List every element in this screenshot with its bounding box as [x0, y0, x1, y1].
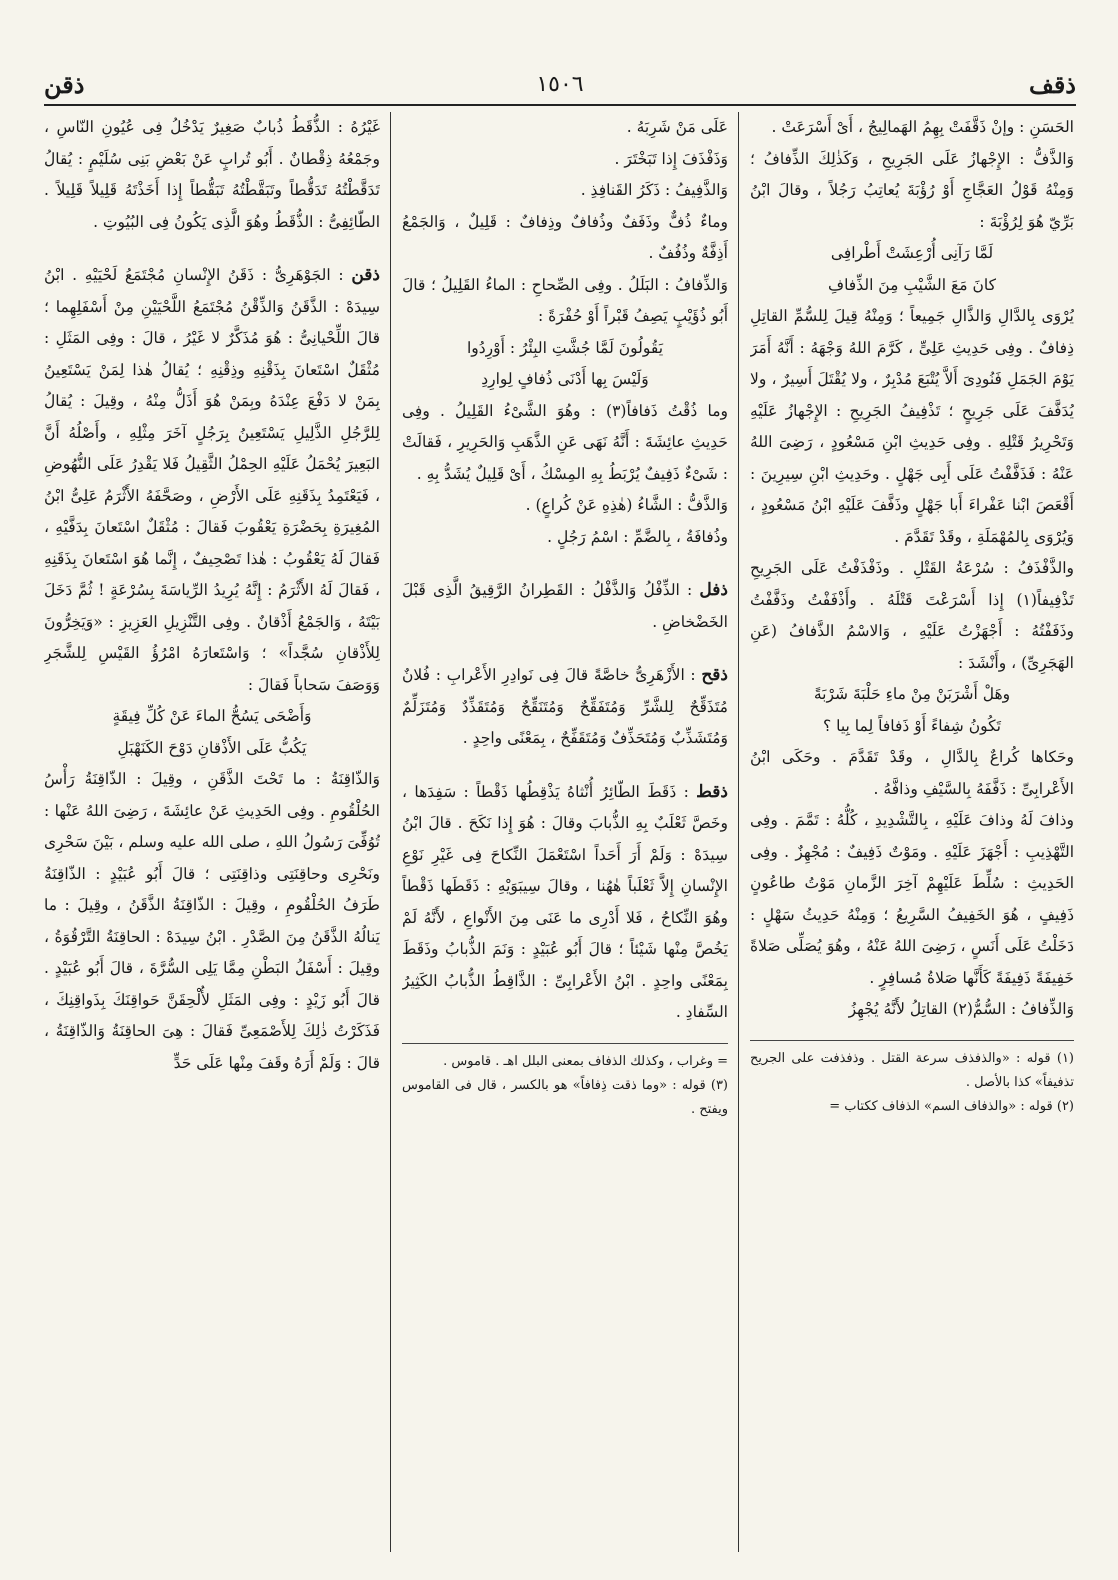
page-header [44, 62, 1076, 102]
paragraph: وماءٌ ذُفٌّ وذَفَفٌ وذُفافٌ وذِفافٌ : قَلِيلٌ ، وَالجَمْعُ أَذِفَّةٌ وذُفُفٌ . [402, 212, 728, 262]
paragraph: وَذَفْذَفَ إِذا تَبَخْتَرَ . [614, 149, 728, 168]
column-divider [738, 112, 739, 1552]
header-left-guide-word: ذقن [44, 70, 85, 99]
paragraph: والذَّفْذَفُ : سُرْعَةُ القَتْلِ . وذَفْذَفْتُ عَلَى الجَرِيحِ تَذْفِيفاً(١) إِذا أَسْرَعْتَ قَتْلَهُ . وأَذْفَفْتُ وذَفَّفْتُ وذَفَفْتُهُ : أَجْهَزْتُ عَلَيْهِ ، وَالاسْمُ الذَّفافُ (عَنِ الهَجَرِىِّ) ، وأَنْشَدَ : [750, 559, 1074, 672]
footnote-rule [750, 1040, 1074, 1041]
footnote: (٣) قوله : «وما ذقت ذِفافاً» هو بالكسر ، قال فى القاموس ويفتح . [402, 1077, 728, 1117]
entry-text: : الذِّفْلُ وَالذَّفْلُ : القَطِرانُ الرَّقِيقُ الَّذِى قَبْلَ الخَضْخاضِ . [402, 581, 728, 631]
verse-line: تَكُونُ شِفاءً أَوْ ذَفافاً لِما بِيا ؟ [823, 716, 1001, 735]
column-center [402, 112, 728, 1552]
column-right [750, 112, 1074, 1552]
paragraph: وحَكاها كُراعٌ بِالدَّالِ ، وقَدْ تَقَدَّمَ . وحَكَى ابْنُ الأَعْرابِىِّ : ذَفَّفَهُ بِالسَّيْفِ وذافَّهُ . [750, 748, 1074, 798]
paragraph: عَلَى مَنْ شَرِبَهُ . [626, 118, 728, 136]
paragraph: وَالذَّفِيفُ : ذَكَرُ القَنافِذِ . [580, 181, 728, 199]
entry-dhaqah [402, 660, 728, 755]
verse-line: كانَ مَعَ الشَّيْبِ مِنَ الذِّفافِ [828, 275, 996, 294]
verse-line: وَلَيْسَ بِها أَدْنَى ذُفافٍ لِوارِدِ [481, 370, 649, 388]
headword: ذفل [699, 580, 728, 600]
paragraph: وَالذِّفافُ : البَلَلُ . وفِى الصِّحاحِ : الماءُ القَلِيلُ ؛ قالَ أَبُو ذُؤَيْبٍ يَصِفُ قَبْراً أَوْ حُفْرَةً : [402, 275, 728, 325]
column-divider [390, 112, 391, 1552]
verse-line: يَقُولُونَ لَمَّا جُشَّتِ البِئْرُ : أَوْرِدُوا [466, 338, 664, 357]
column-left [44, 112, 380, 1552]
footnote: (٢) قوله : «والذفاف السم» الذفاف ككتاب = [829, 1098, 1074, 1114]
header-right-guide-word: ذقف [1028, 70, 1076, 99]
paragraph: وذُفافَةُ ، بِالضَّمِّ : اسْمُ رَجُلٍ . [547, 527, 728, 546]
entry-dhaqan [44, 260, 380, 701]
paragraph: وَالذَّفُّ : الشَّاءُ (هٰذِهِ عَنْ كُراعٍ) . [525, 496, 728, 514]
header-rule [44, 104, 1076, 106]
footnote: (١) قوله : «والذفذف سرعة القتل . وذفذفت على الجريح تذفيفاً» كذا بالأصل . [750, 1050, 1074, 1090]
paragraph: الحَسَنِ : وإنْ ذَقَّفَتْ بِهِمُ الهَمالِيجُ ، أَىْ أَسْرَعَتْ . [771, 118, 1074, 136]
verse-line: لَمَّا رَآنِى أُرْعِشَتْ أَطْرافِى [830, 244, 994, 262]
entry-text: : ذَقَطَ الطّائِرُ أُنْثاهُ يَذْقِطُها ذَقْطاً : سَفِدَها ، وخَصَّ ثَعْلَبٌ بِهِ الذُّبابَ وقالَ : هُوَ إِذا نَكَحَ . قالَ ابْنُ سِيدَهْ : وَلَمْ أَرَ أَحَداً اسْتَعْمَلَ النِّكاحَ فِى غَيْرِ نَوْعِ الإِنْسانِ إِلاَّ ثَعْلَباً هٰهُنا ، وقالَ سِيبَوَيْهِ : ذَقَطَها ذَقْطاً وهُوَ النِّكاحُ ، فَلا أَدْرِى ما عَنَى مِنَ الأَنْواعِ ، لأَنَّهُ لَمْ يَخُصَّ مِنْها شَيْئاً ؛ قالَ أَبُو عُبَيْدٍ : وَنَمَ الذُّبابُ وذَقَطَ بِمَعْنًى واحِدٍ . ابْنُ الأَعْرابِىِّ : الذَّاقِطُ الذُّبابُ الكَثِيرُ السِّفادِ . [402, 782, 728, 1021]
headword: ذقط [696, 781, 728, 802]
verse-line: وهَلْ أَشْرَبَنْ مِنْ ماءِ حَلْبَةَ شَرْبَةً [813, 685, 1011, 703]
paragraph: وَالذِّفافُ : السُّمُّ(٢) القاتِلُ لأَنَّهُ يُجْهِزُ [848, 1000, 1074, 1018]
paragraph: وَالذَّفُّ : الإِجْهازُ عَلَى الجَرِيحِ ، وَكَذٰلِكَ الذِّفافُ ؛ وَمِنْهُ قَوْلُ العَجَّاجِ أَوْ رُؤْبَةَ يُعاتِبُ رَجُلاً ، وقالَ ابْنُ بَرِّيّ هُوَ لِرُؤْبَةَ : [750, 149, 1074, 231]
footnote: = وغراب ، وكذلك الذفاف بمعنى البلل اهـ . قاموس . [443, 1053, 728, 1069]
paragraph: وذافَ لَهُ وذافَ عَلَيْهِ ، بِالتَّشْدِيدِ ، كُلُّهُ : تَمَّمَ . وفِى التَّهْذِيبِ : أَجْهَزَ عَلَيْهِ . ومَوْتٌ ذَفِيفٌ : مُجْهِزٌ . وفِى الحَدِيثِ : سُلِّطَ عَلَيْهِمْ آخِرَ الزَّمانِ مَوْتُ طاعُونٍ ذَفِيفٍ ، هُوَ الخَفِيفُ السَّرِيعُ ؛ وَمِنْهُ حَدِيثُ سَهْلٍ : دَخَلْتُ عَلَى أَنَسٍ ، رَضِىَ اللهُ عَنْهُ ، وهُوَ يُصَلِّى صَلاةً خَفِيفَةً ذَفِيفَةً كَأَنَّها صَلاةُ مُسافِرٍ . [750, 811, 1074, 987]
entry-text: : الأَزْهَرِىُّ خاصَّةً قالَ فِى نَوادِرِ الأَعْرابِ : فُلانٌ مُتَذَقِّحٌ لِلشَّرِّ وَمُتَفَقِّحٌ وَمُتَنَقِّحٌ وَمُتَقَذِّدٌ وَمُتَزَلِّمٌ وَمُتَشَذِّبٌ وَمُتَحَذِّفٌ وَمُتَقَفِّحٌ ، بِمَعْنًى واحِدٍ . [402, 666, 728, 747]
paragraph: غَيْرُهُ : الذُّقَطُ ذُبابٌ صَغِيرٌ يَدْخُلُ فِى عُيُونِ النّاسِ ، وجَمْعُهُ ذِقْطانٌ . أَبُو تُرابٍ عَنْ بَعْضِ بَنِى سُلَيْمٍ : يُقالُ تَدَقَّطْتُهُ تَدَقُّطاً وتَبَقَّطْتُهُ تَبَقُّطاً إِذا أَخَذْتَهُ قَلِيلاً قَلِيلاً . الطّائِفِىُّ : الذُّقَطُ وهُوَ الَّذِى يَكُونُ فِى البُيُوتِ . [44, 118, 380, 231]
headword: ذقح [701, 665, 728, 685]
entry-text: : الجَوْهَرِىُّ : ذَقَنُ الإِنْسانِ مُجْتَمَعُ لَحْيَيْهِ . ابْنُ سِيدَهْ : الذَّقَنُ وَالذِّقْنُ مُجْتَمَعُ اللَّحْيَيْنِ مِنْ أَسْفَلِهِما ؛ قالَ اللِّحْيانِىُّ : هُوَ مُذَكَّرٌ لا غَيْرُ ، قالَ : وفِى المَثَلِ : مُثْقَلٌ اسْتَعانَ بِذَقْنِهِ وذِقْنِهِ ؛ يُقالُ هٰذا لِمَنْ يَسْتَعِينُ بِمَنْ لا دَفْعَ عِنْدَهُ وبِمَنْ هُوَ أَذَلُّ مِنْهُ ، وقِيلَ : يُقالُ لِلرَّجُلِ الذَّلِيلِ يَسْتَعِينُ بِرَجُلٍ آخَرَ مِثْلِهِ ، وأَصْلُهُ أَنَّ البَعِيرَ يُحْمَلُ عَلَيْهِ الحِمْلُ الثَّقِيلُ فَلا يَقْدِرُ عَلَى النُّهُوضِ ، فَيَعْتَمِدُ بِذَقَنِهِ عَلَى الأَرْضِ ، وصَحَّفَهُ الأَثْرَمُ عَلِىُّ ابْنُ المُغِيرَةِ بِحَضْرَةِ يَعْقُوبَ فَقالَ : مُثْقَلٌ اسْتَعانَ بِدَفَّيْهِ ، فَقالَ لَهُ يَعْقُوبُ : هٰذا تَصْحِيفٌ ، إِنَّما هُوَ اسْتَعانَ بِذَقَنِهِ ، فَقالَ لَهُ الأَثْرَمُ : إِنَّهُ يُرِيدُ الرِّياسَةَ بِسُرْعَةٍ ! ثُمَّ دَخَلَ بَيْتَهُ ، وَالجَمْعُ أَذْقانٌ . وفِى التَّنْزِيلِ العَزِيزِ : «وَيَخِرُّونَ لِلأَذْقانِ سُجَّداً» ؛ وَاسْتَعارَهُ امْرُؤُ القَيْسِ لِلشَّجَرِ وَوَصَفَ سَحاباً فَقالَ : [44, 266, 380, 694]
paragraph: وَالذّاقِنَةُ : ما تَحْتَ الذَّقَنِ ، وقِيلَ : الذّاقِنَةُ رَأْسُ الحُلْقُومِ . وفِى الحَدِيثِ عَنْ عائِشَةَ ، رَضِىَ اللهُ عَنْها : تُوُفِّىَ رَسُولُ اللهِ ، صلى الله عليه وسلم ، بَيْنَ سَحْرِى ونَحْرِى وحاقِنَتِى وذاقِنَتِى ؛ قالَ أَبُو عُبَيْدٍ : الذّاقِنَةُ طَرَفُ الحُلْقُومِ ، وقِيلَ : الذّاقِنَةُ الذَّقَنُ ، وقِيلَ : ما يَنالُهُ الذَّقَنُ مِنَ الصَّدْرِ . ابْنُ سِيدَهْ : الحاقِنَةُ التَّرْقُوَةُ ، وقِيلَ : أَسْفَلُ البَطْنِ مِمَّا يَلِى السُّرَّةَ ، قالَ أَبُو عُبَيْدٍ . قالَ أَبُو زَيْدٍ : وفِى المَثَلِ لأُلْحِقَنَّ حَواقِنَكَ بِذَواقِنِكَ ، فَذَكَرْتُ ذٰلِكَ لِلأَصْمَعِىِّ فَقالَ : هِىَ الحاقِنَةُ وَالذّاقِنَةُ ، قالَ : وَلَمْ أَرَهُ وقَفَ مِنْها عَلَى حَدٍّ [44, 770, 380, 1072]
footnote-rule [402, 1043, 728, 1044]
entry-dhafal [402, 575, 728, 638]
page-number: ١٥٠٦ [536, 72, 584, 97]
verse-line: وَأَضْحَى يَسُحُّ الماءَ عَنْ كُلِّ فِيقَةٍ [112, 707, 312, 725]
paragraph: وما ذُقْتُ ذَفافاً(٣) : وهُوَ الشَّىْءُ القَلِيلُ . وفِى حَدِيثِ عائِشَةَ : أَنَّهُ نَهَى عَنِ الذَّهَبِ وَالحَرِيرِ ، فَقالَتْ : شَىْءٌ ذَفِيفٌ يُرْبَطُ بِهِ المِسْكُ ، أَىْ قَلِيلٌ يُشَدُّ بِهِ . [402, 401, 728, 483]
entry-dhaqat [402, 777, 728, 1029]
verse-line: يَكُبُّ عَلَى الأَذْقانِ دَوْحَ الكَنَهْبَلِ [117, 738, 307, 757]
paragraph: يُرْوَى بِالدَّالِ وَالذَّالِ جَمِيعاً ؛ وَمِنْهُ قِيلَ لِلسُّمِّ القاتِلِ ذِفافٌ . وفِى حَدِيثِ عَلِىٍّ ، كَرَّمَ اللهُ وَجْهَهُ : أَنَّهُ أَمَرَ يَوْمَ الجَمَلِ فَنُودِىَ أَلاَّ يُتْبَعَ مُدْبِرٌ ، ولا يُقْتَلَ أَسِيرٌ ، ولا يُدَفَّفَ عَلَى جَرِيحٍ ؛ تَذْفِيفُ الجَرِيحِ : الإِجْهازُ عَلَيْهِ وَتَحْرِيرُ قَتْلِهِ . وفِى حَدِيثِ ابْنِ مَسْعُودٍ ، رَضِىَ اللهُ عَنْهُ : فَذَفَّفْتُ عَلَى أَبِى جَهْلٍ . وحَدِيثِ ابْنِ سِيرِينَ : أَقْعَصَ ابْنا عَفْراءَ أَبا جَهْلٍ وذَفَّفَ عَلَيْهِ ابْنُ مَسْعُودٍ ، وَيُرْوَى بِالمُهْمَلَةِ ، وقَدْ تَقَدَّمَ . [750, 307, 1074, 546]
headword: ذقن [351, 265, 380, 285]
